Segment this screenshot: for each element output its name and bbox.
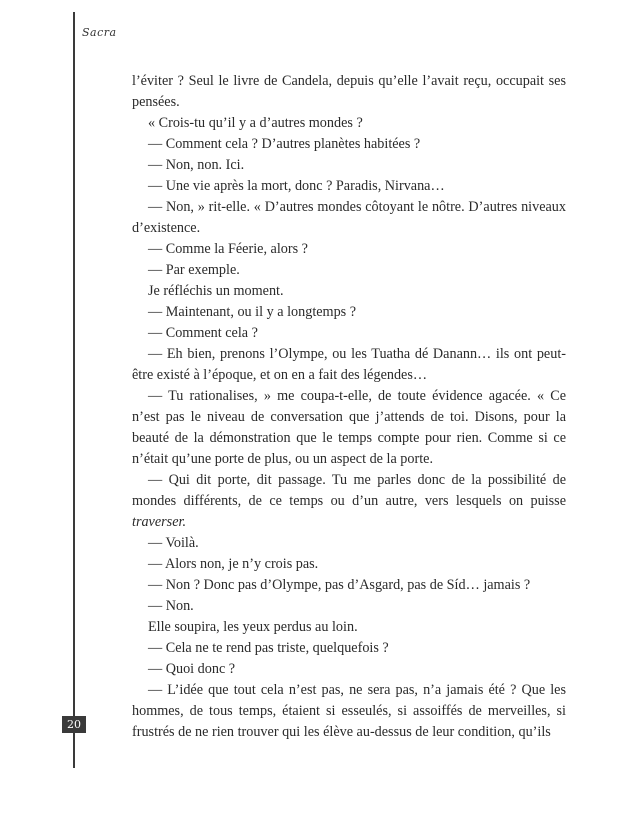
paragraph: — Non, non. Ici. <box>148 157 245 173</box>
paragraph: — Voilà. <box>148 535 199 551</box>
paragraph: — Par exemple. <box>148 262 240 278</box>
margin-rule <box>73 12 75 768</box>
paragraph: — Tu rationalises, » me coupa-t-elle, de toute évidence agacée. « Ce n’est pas le niveau de conversation que j’attends de toi. Disons, pour la beauté de la démonstration que le temps compte pour rien. Comme si ce n’était qu’une porte de plus, ou un aspect de la porte. <box>132 388 566 467</box>
paragraph: — Comment cela ? D’autres planètes habitées ? <box>148 136 421 152</box>
paragraph: Elle soupira, les yeux perdus au loin. <box>148 619 358 635</box>
paragraph: — Non. <box>148 598 194 614</box>
paragraph: « Crois-tu qu’il y a d’autres mondes ? <box>148 115 363 131</box>
paragraph-text: — Qui dit porte, dit passage. Tu me parles donc de la possibilité de mondes différents, de ce temps ou d’un autre, vers lesquels on puisse <box>132 472 566 509</box>
paragraph: — Alors non, je n’y crois pas. <box>148 556 319 572</box>
paragraph: — Cela ne te rend pas triste, quelquefois ? <box>148 640 389 656</box>
paragraph: — Une vie après la mort, donc ? Paradis, Nirvana… <box>148 178 445 194</box>
paragraph: — Non, » rit-elle. « D’autres mondes côtoyant le nôtre. D’autres niveaux d’existence. <box>132 199 566 236</box>
paragraph: — Comment cela ? <box>148 325 258 341</box>
running-title: Sacra <box>82 26 117 39</box>
paragraph-with-italic <box>132 470 566 533</box>
paragraph: — Non ? Donc pas d’Olympe, pas d’Asgard, pas de Síd… jamais ? <box>148 577 531 593</box>
italic-word: traverser. <box>132 514 186 530</box>
page-number: 20 <box>62 716 86 733</box>
paragraph: — Eh bien, prenons l’Olympe, ou les Tuatha dé Danann… ils ont peut-être existé à l’époque, et on en a fait des légendes… <box>132 346 566 383</box>
paragraph: — L’idée que tout cela n’est pas, ne sera pas, n’a jamais été ? Que les hommes, de tous temps, étaient si esseulés, si assoiffés de merveilles, si frustrés de ne rien trouver qui les élève au-dessus de leur condition, qu’ils <box>132 682 566 740</box>
paragraph: — Comme la Féerie, alors ? <box>148 241 308 257</box>
paragraph: Je réfléchis un moment. <box>148 283 284 299</box>
paragraph: l’éviter ? Seul le livre de Candela, depuis qu’elle l’avait reçu, occupait ses pensées. <box>132 73 566 110</box>
paragraph: — Maintenant, ou il y a longtemps ? <box>148 304 357 320</box>
page-body <box>132 71 566 743</box>
paragraph: — Quoi donc ? <box>148 661 236 677</box>
